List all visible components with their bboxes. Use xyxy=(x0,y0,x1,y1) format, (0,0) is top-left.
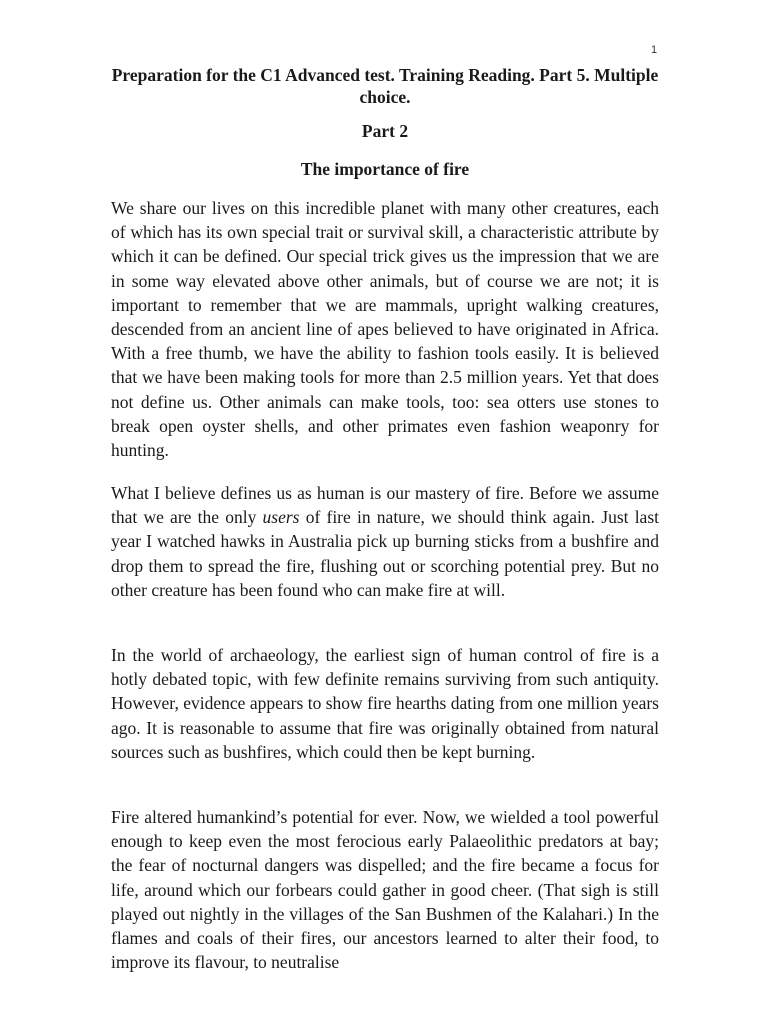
paragraph-1 xyxy=(111,196,659,462)
paragraph-2-text-start: What I believe defines us as human is our mastery of fire. Before we assume that we are the only xyxy=(111,483,659,528)
paragraph-4-text: Fire altered humankind’s potential for ever. Now, we wielded a tool powerful enough to keep even the most ferocious early Palaeolithic predators at bay; the fear of nocturnal dangers was dispelled; and the fire became a focus for life, around which our forbears could gather in good cheer. (That sigh is still played out nightly in the villages of the San Bushmen of the Kalahari.) In the flames and coals of their fires, our ancestors learned to alter their food, to improve its flavour, to neutralise xyxy=(111,807,659,973)
document-title: Preparation for the C1 Advanced test. Training Reading. Part 5. Multiple choice. xyxy=(111,65,659,107)
paragraph-1-text: We share our lives on this incredible planet with many other creatures, each of which has its own special trait or survival skill, a characteristic attribute by which it can be defined. Our special trick gives us the impression that we are in some way elevated above other animals, but of course we are not; it is important to remember that we are mammals, upright walking creatures, descended from an ancient line of apes believed to have originated in Africa. With a free thumb, we have the ability to fashion tools easily. It is believed that we have been making tools for more than 2.5 million years. Yet that does not define us. Other animals can make tools, too: sea otters use stones to break open oyster shells, and other primates even fashion weaponry for hunting. xyxy=(111,198,659,461)
paragraph-2-text-end: of fire in nature, we should think again. Just last year I watched hawks in Australia pick up burning sticks from a bushfire and drop them to spread the fire, flushing out or scorching potential prey. But no other creature has been found who can make fire at will. xyxy=(111,507,659,600)
paragraph-3-text: In the world of archaeology, the earliest sign of human control of fire is a hotly debated topic, with few definite remains surviving from such antiquity. However, evidence appears to show fire hearths dating from one million years ago. It is reasonable to assume that fire was originally obtained from natural sources such as bushfires, which could then be kept burning. xyxy=(111,645,659,762)
paragraph-2-text xyxy=(111,481,659,602)
emphasized-word: users xyxy=(262,507,300,528)
paragraph-3 xyxy=(111,643,659,764)
article-title: The importance of fire xyxy=(300,159,470,179)
page-number: 1 xyxy=(651,44,658,56)
part-heading: Part 2 xyxy=(361,121,409,141)
paragraph-2 xyxy=(111,481,659,602)
paragraph-4 xyxy=(111,805,659,974)
